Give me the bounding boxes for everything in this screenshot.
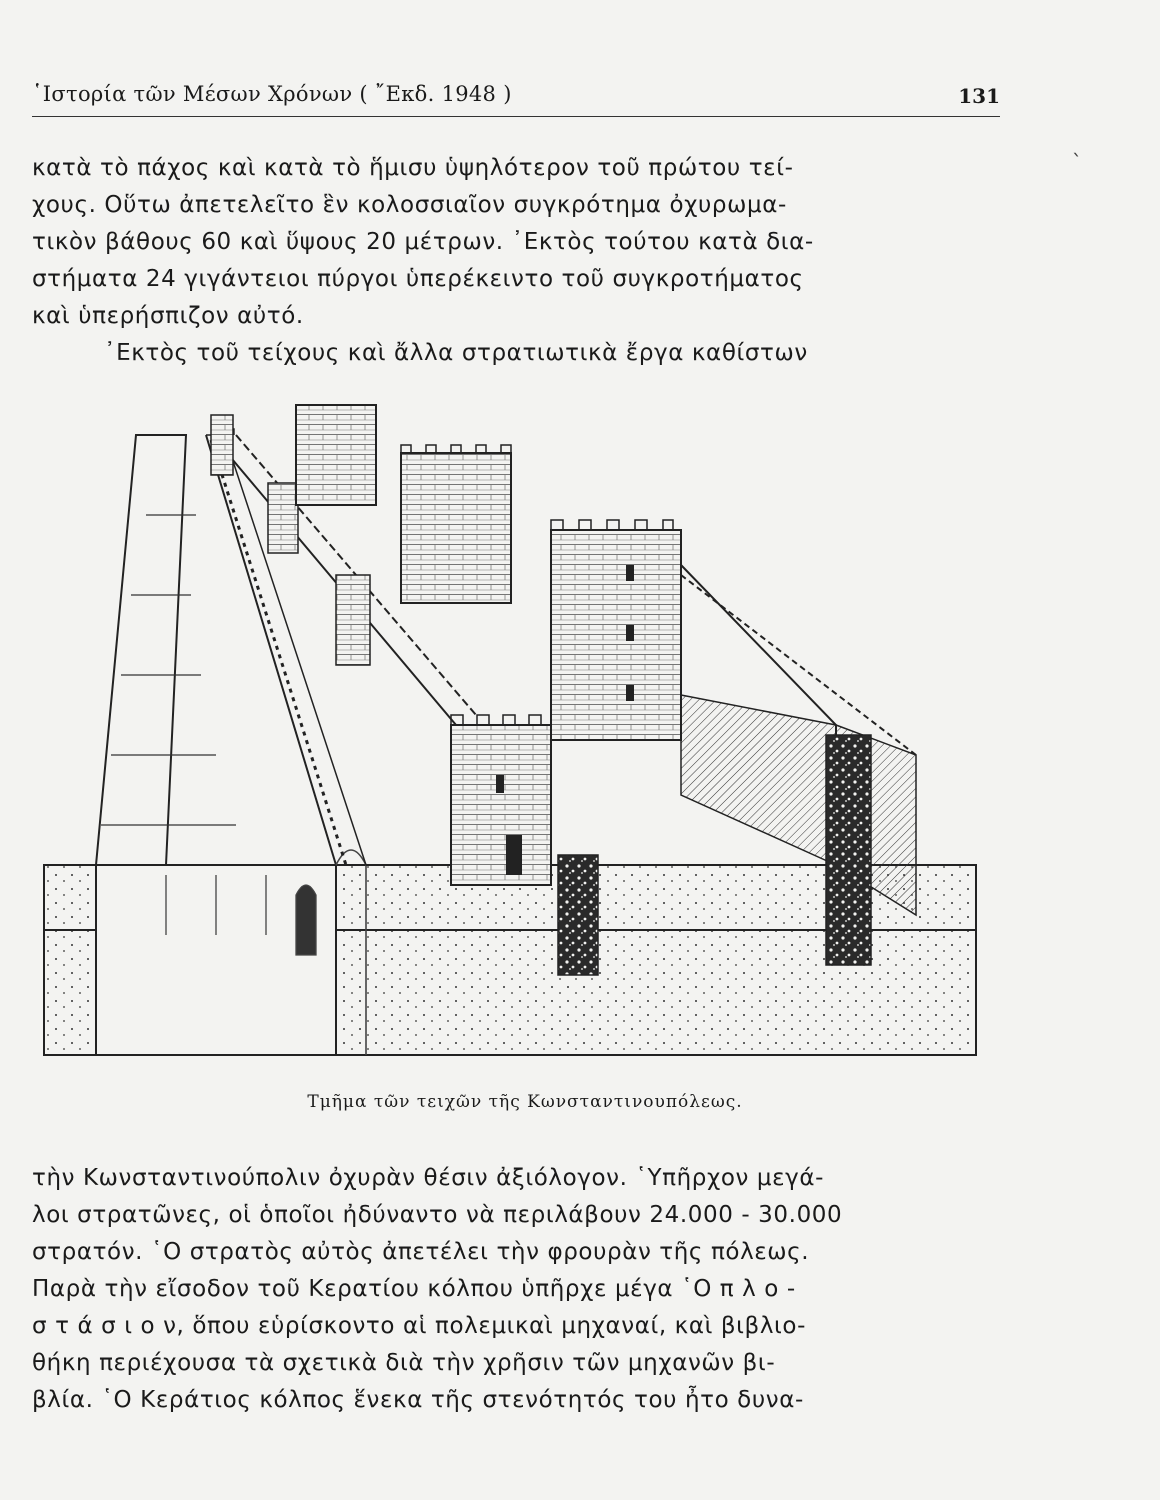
text-line: λοι στρατῶνες, οἱ ὁποῖοι ἠδύναντο νὰ περιλάβουν 24.000 - 30.000 [32,1202,843,1228]
text-line: τὴν Κωνσταντινούπολιν ὀχυρὰν θέσιν ἀξιόλογον. ῾Υπῆρχον μεγά- [32,1165,825,1191]
figure-caption: Τμῆμα τῶν τειχῶν τῆς Κωνσταντινουπόλεως. [307,1092,743,1112]
back-tower [296,405,376,505]
text-line: σ τ ά σ ι ο ν, ὅπου εὑρίσκοντο αἱ πολεμικαὶ μηχαναί, καὶ βιβλιο- [32,1313,806,1339]
text-line: ᾽Εκτὸς τοῦ τείχους καὶ ἄλλα στρατιωτικὰ ἔργα καθίστων [104,340,808,366]
text-line: κατὰ τὸ πάχος καὶ κατὰ τὸ ἥμισυ ὑψηλότερον τοῦ πρώτου τεί- [32,155,794,181]
text-line: τικὸν βάθους 60 καὶ ὕψους 20 μέτρων. ᾽Εκτὸς τούτου κατὰ δια- [32,229,814,255]
back-tower [401,453,511,603]
small-tower [336,575,370,665]
front-tower [451,725,551,885]
text-line: στρατόν. ῾Ο στρατὸς αὐτὸς ἀπετέλει τὴν φρουρὰν τῆς πόλεως. [32,1239,810,1265]
text-line: βλία. ῾Ο Κεράτιος κόλπος ἕνεκα τῆς στενότητός του ἦτο δυνα- [32,1387,804,1413]
walls-illustration [36,395,984,1067]
outer-wall-section [826,735,871,965]
text-line: Παρὰ τὴν εἴσοδον τοῦ Κερατίου κόλπου ὑπῆρχε μέγα ῾Ο π λ ο - [32,1276,796,1302]
text-line: χους. Οὕτω ἀπετελεῖτο ἓν κολοσσιαῖον συγκρότημα ὀχυρωμα- [32,192,787,218]
margin-mark: ˋ [1072,150,1082,174]
octagonal-tower [551,530,681,740]
small-tower [268,483,298,553]
text-line: θήκη περιέχουσα τὰ σχετικὰ διὰ τὴν χρῆσιν τῶν μηχανῶν βι- [32,1350,776,1376]
middle-wall-section [558,855,598,975]
upper-paragraphs [32,150,1000,372]
text-line: στήματα 24 γιγάντειοι πύργοι ὑπερέκειντο τοῦ συγκροτήματος [32,266,804,292]
lower-paragraphs [32,1160,1000,1419]
walls-drawing [36,395,984,1067]
running-header [32,78,1000,117]
small-tower [211,415,233,475]
text-line: καὶ ὑπερήσπιζον αὐτό. [32,303,304,329]
page-number: 131 [958,84,1000,108]
running-title: ῾Ιστορία τῶν Μέσων Χρόνων ( ῎Εκδ. 1948 ) [32,82,512,106]
